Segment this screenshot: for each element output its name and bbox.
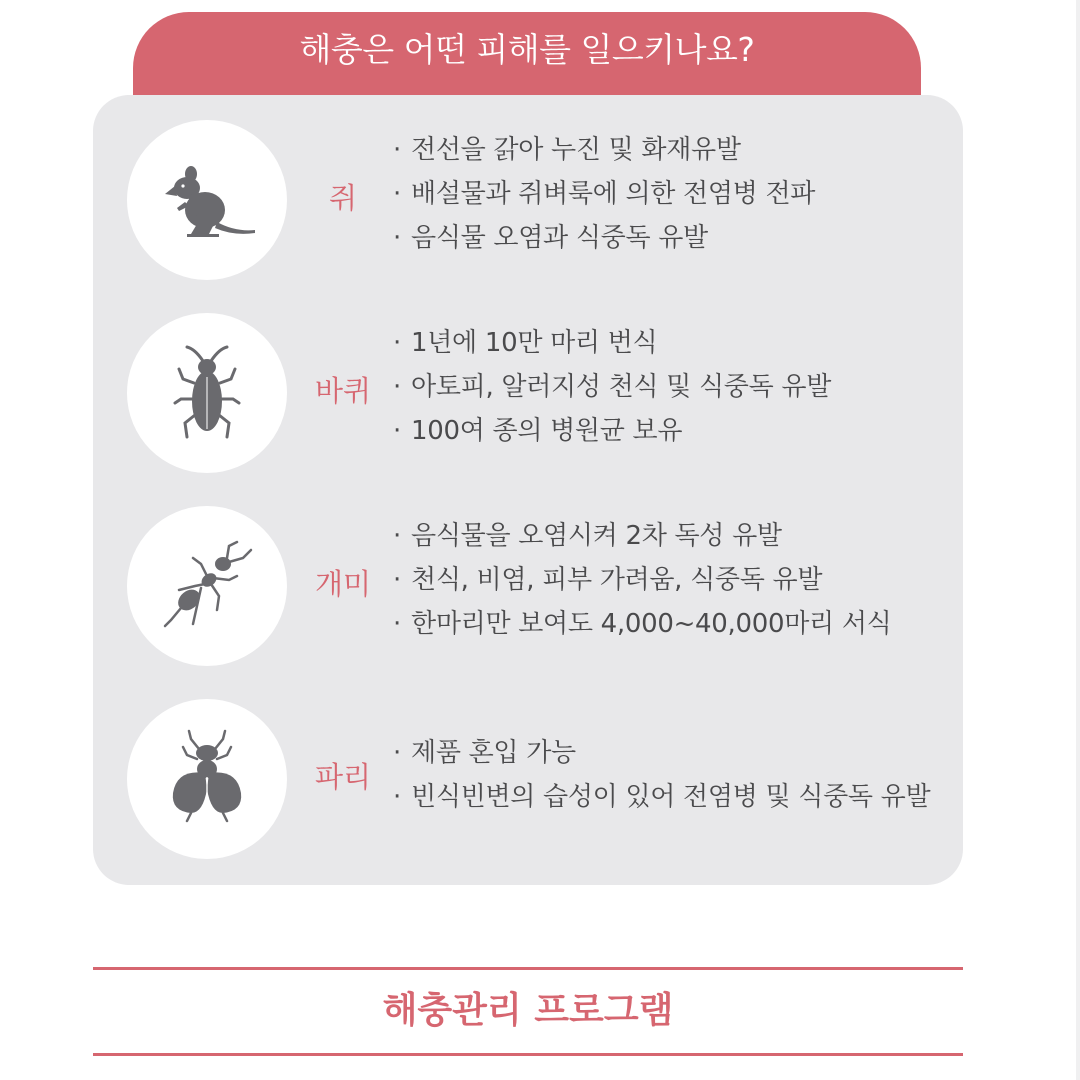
pest-row-fly [93, 699, 963, 859]
bullet-text: 음식물을 오염시켜 2차 독성 유발 [411, 521, 782, 551]
bullet-item [393, 602, 891, 646]
bullet-list [393, 128, 815, 260]
icon-circle [127, 506, 287, 666]
bullet-dot: · [393, 179, 401, 209]
bullet-item [393, 172, 815, 216]
bullet-item [393, 514, 891, 558]
bullet-dot: · [393, 223, 401, 253]
bullet-dot: · [393, 135, 401, 165]
bullet-text: 배설물과 쥐벼룩에 의한 전염병 전파 [411, 179, 816, 209]
bullet-dot: · [393, 609, 401, 639]
divider-top [93, 967, 963, 970]
pest-name: 쥐 [328, 181, 357, 215]
bullet-dot: · [393, 782, 401, 812]
bullet-item [393, 409, 831, 453]
bullet-dot: · [393, 565, 401, 595]
rat-icon [157, 150, 257, 250]
bullet-text: 제품 혼입 가능 [411, 738, 576, 768]
page-edge [1076, 0, 1080, 1080]
page-title: 해충은 어떤 피해를 일으키나요? [299, 30, 755, 69]
icon-circle [127, 120, 287, 280]
bullet-item [393, 365, 831, 409]
bullet-dot: · [393, 416, 401, 446]
bullet-list [393, 514, 891, 646]
bullet-dot: · [393, 521, 401, 551]
bullet-item [393, 321, 831, 365]
bullet-item [393, 775, 930, 819]
divider-bottom [93, 1053, 963, 1056]
bullet-item [393, 128, 815, 172]
bullet-dot: · [393, 738, 401, 768]
icon-circle [127, 313, 287, 473]
bullet-item [393, 558, 891, 602]
bullet-list [393, 731, 930, 819]
pest-row-cockroach [93, 313, 963, 473]
pest-damage-card [93, 95, 963, 885]
icon-circle [127, 699, 287, 859]
bullet-dot: · [393, 328, 401, 358]
fly-icon [157, 729, 257, 829]
program-title: 해충관리 프로그램 [382, 990, 674, 1031]
bullet-text: 한마리만 보여도 4,000~40,000마리 서식 [411, 609, 892, 639]
ant-icon [157, 536, 257, 636]
bullet-dot: · [393, 372, 401, 402]
pest-row-rat [93, 120, 963, 280]
bullet-item [393, 216, 815, 260]
cockroach-icon [157, 343, 257, 443]
bullet-text: 천식, 비염, 피부 가려움, 식중독 유발 [411, 565, 823, 595]
bullet-item [393, 731, 930, 775]
pest-row-ant [93, 506, 963, 666]
pest-name: 파리 [314, 760, 372, 794]
bullet-text: 100여 종의 병원균 보유 [411, 416, 683, 446]
bullet-text: 음식물 오염과 식중독 유발 [411, 223, 708, 253]
pest-name: 개미 [314, 567, 372, 601]
pest-name: 바퀴 [314, 374, 372, 408]
bullet-list [393, 321, 831, 453]
bullet-text: 전선을 갉아 누진 및 화재유발 [411, 135, 741, 165]
bullet-text: 빈식빈변의 습성이 있어 전염병 및 식중독 유발 [411, 782, 931, 812]
bullet-text: 아토피, 알러지성 천식 및 식중독 유발 [411, 372, 832, 402]
bullet-text: 1년에 10만 마리 번식 [411, 328, 658, 358]
